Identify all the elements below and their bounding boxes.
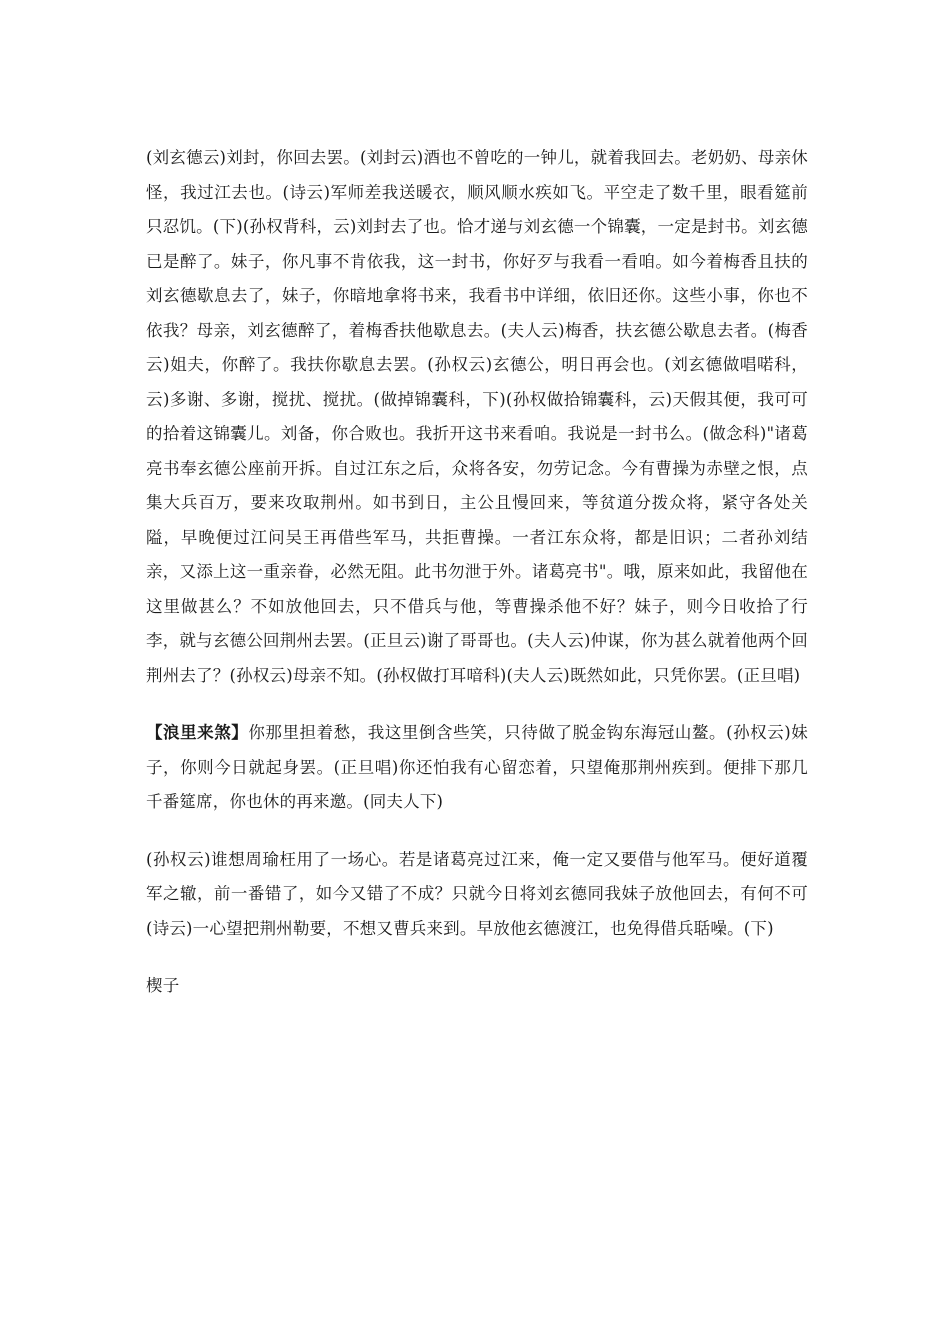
document-page — [146, 141, 808, 1004]
paragraph-4-text: 楔子 — [146, 976, 180, 995]
paragraph-3-text: (孙权云)谁想周瑜枉用了一场心。若是诸葛亮过江来，俺一定又要借与他军马。便好道覆军之辙，前一番错了，如今又错了不成？只就今日将刘玄德同我妹子放他回去，有何不可(诗云)一心望把荆州勒要，不想又曹兵来到。早放他玄德渡江，也免得借兵聒噪。(下) — [146, 849, 808, 938]
section-heading-xiezi — [146, 969, 808, 1004]
paragraph-2 — [146, 716, 808, 820]
paragraph-1 — [146, 141, 808, 693]
paragraph-3 — [146, 843, 808, 947]
aria-title-lang-li-lai-sha: 【浪里来煞】 — [146, 723, 249, 742]
paragraph-2-text: 你那里担着愁，我这里倒含些笑，只待做了脱金钩东海冠山鳌。(孙权云)妹子，你则今日就起身罢。(正旦唱)你还怕我有心留恋着，只望俺那荆州疾到。便排下那几千番筵席，你也休的再来邀。(同夫人下) — [146, 723, 808, 811]
paragraph-1-text: (刘玄德云)刘封，你回去罢。(刘封云)酒也不曾吃的一钟儿，就着我回去。老奶奶、母亲休怪，我过江去也。(诗云)军师差我送暖衣，顺风顺水疾如飞。平空走了数千里，眼看筵前只忍饥。(下)(孙权背科，云)刘封去了也。恰才递与刘玄德一个锦囊，一定是封书。刘玄德已是醉了。妹子，你凡事不肯依我，这一封书，你好歹与我看一看咱。如今着梅香且扶的刘玄德歇息去了，妹子，你暗地拿将书来，我看书中详细，依旧还你。这些小事，你也不依我？母亲，刘玄德醉了，着梅香扶他歇息去。(夫人云)梅香，扶玄德公歇息去者。(梅香云)姐夫，你醉了。我扶你歇息去罢。(孙权云)玄德公，明日再会也。(刘玄德做唱喏科，云)多谢、多谢，搅扰、搅扰。(做掉锦囊科，下)(孙权做拾锦囊科，云)天假其便，我可可的拾着这锦囊儿。刘备，你合败也。我折开这书来看咱。我说是一封书么。(做念科)"诸葛亮书奉玄德公座前开拆。自过江东之后，众将各安，勿劳记念。今有曹操为赤壁之恨，点集大兵百万，要来攻取荆州。如书到日，主公且慢回来，等贫道分拨众将，紧守各处关隘，早晚便过江问吴王再借些军马，共拒曹操。一者江东众将，都是旧识；二者孙刘结亲，又添上这一重亲眷，必然无阻。此书勿泄于外。诸葛亮书"。哦，原来如此，我留他在这里做甚么？不如放他回去，只不借兵与他，等曹操杀他不好？妹子，则今日收拾了行李，就与玄德公回荆州去罢。(正旦云)谢了哥哥也。(夫人云)仲谋，你为甚么就着他两个回荆州去了？(孙权云)母亲不知。(孙权做打耳喑科)(夫人云)既然如此，只凭你罢。(正旦唱) — [146, 148, 808, 685]
